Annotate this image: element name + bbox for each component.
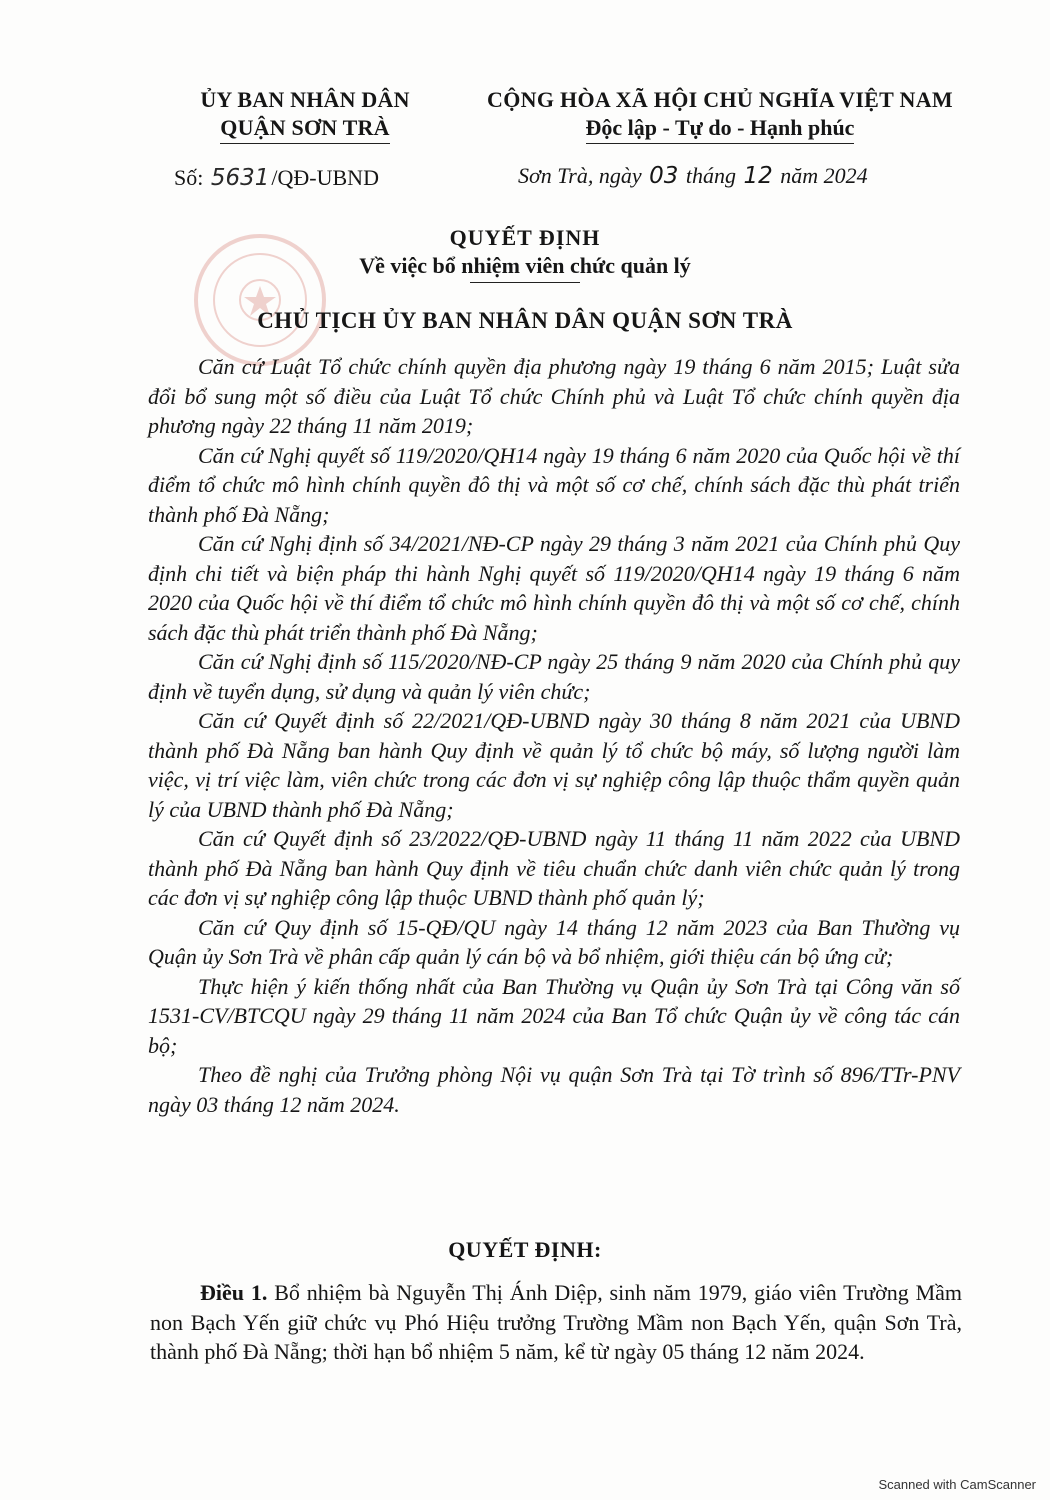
article-1-label: Điều 1. (200, 1280, 268, 1305)
issuing-agency (140, 86, 470, 144)
year-text: năm 2024 (780, 163, 868, 188)
doc-number-suffix: /QĐ-UBND (271, 165, 379, 190)
article-1-text: Bổ nhiệm bà Nguyễn Thị Ánh Diệp, sinh năm 1979, giáo viên Trường Mầm non Bạch Yến giữ chức vụ Phó Hiệu trưởng Trường Mầm non Bạch Yến, quận Sơn Trà, thành phố Đà Nẵng; thời hạn bổ nhiệm 5 năm, kể từ ngày 05 tháng 12 năm 2024. (150, 1280, 963, 1364)
place-and-date (518, 162, 868, 190)
preamble-paragraph: Theo đề nghị của Trưởng phòng Nội vụ quận Sơn Trà tại Tờ trình số 896/TTr-PNV ngày 03 tháng 12 năm 2024. (148, 1062, 960, 1117)
national-motto: Độc lập - Tự do - Hạnh phúc (586, 114, 855, 144)
preamble-paragraph: Căn cứ Quyết định số 22/2021/QĐ-UBND ngày 30 tháng 8 năm 2021 của UBND thành phố Đà Nẵng ban hành Quy định về quản lý tổ chức bộ máy, số lượng người làm việc, vị trí việc làm, viên chức trong các đơn vị sự nghiệp công lập thuộc thẩm quyền quản lý của UBND thành phố Đà Nẵng; (148, 708, 960, 822)
date-month-handwritten: 12 (743, 163, 773, 189)
preamble-paragraph: Căn cứ Quy định số 15-QĐ/QU ngày 14 tháng 12 năm 2023 của Ban Thường vụ Quận ủy Sơn Trà về phân cấp quản lý cán bộ và bổ nhiệm, giới thiệu cán bộ ứng cử; (148, 914, 960, 969)
doc-number-prefix: Số: (174, 165, 204, 190)
preamble-paragraph: Căn cứ Luật Tổ chức chính quyền địa phương ngày 19 tháng 6 năm 2015; Luật sửa đổi bổ sung một số điều của Luật Tổ chức Chính phủ và Luật Tổ chức chính quyền địa phương ngày 22 tháng 11 năm 2019; (148, 354, 960, 438)
scanner-watermark: Scanned with CamScanner (878, 1477, 1036, 1492)
issuing-authority: CHỦ TỊCH ỦY BAN NHÂN DÂN QUẬN SƠN TRÀ (257, 308, 793, 333)
preamble-paragraph: Căn cứ Nghị quyết số 119/2020/QH14 ngày 19 tháng 6 năm 2020 của Quốc hội về thí điểm tổ chức mô hình chính quyền đô thị và một số cơ chế, chính sách đặc thù phát triển thành phố Đà Nẵng; (148, 442, 960, 527)
document-title-block (0, 224, 1050, 283)
doc-number-handwritten: 5631 (210, 165, 270, 191)
month-label: tháng (685, 163, 736, 188)
document-number (174, 164, 379, 192)
preamble-paragraph: Thực hiện ý kiến thống nhất của Ban Thường vụ Quận ủy Sơn Trà tại Công văn số 1531-CV/BTCQU ngày 29 tháng 11 năm 2024 của Ban Tổ chức Quận ủy về công tác cán bộ; (148, 973, 960, 1058)
preamble-paragraph: Căn cứ Nghị định số 115/2020/NĐ-CP ngày 25 tháng 9 năm 2020 của Chính phủ quy định về tuyển dụng, sử dụng và quản lý viên chức; (148, 649, 960, 704)
article-1 (150, 1278, 962, 1367)
agency-name-line2: QUẬN SƠN TRÀ (220, 114, 389, 144)
national-title (440, 86, 1000, 144)
decision-heading: QUYẾT ĐỊNH: (448, 1237, 602, 1262)
document-subject: Về việc bổ nhiệm viên chức quản lý (359, 253, 691, 278)
subject-underline (470, 282, 580, 283)
nation-name: CỘNG HÒA XÃ HỘI CHỦ NGHĨA VIỆT NAM (487, 87, 953, 112)
place-prefix: Sơn Trà, ngày (518, 163, 642, 188)
preamble-paragraph: Căn cứ Nghị định số 34/2021/NĐ-CP ngày 29 tháng 3 năm 2021 của Chính phủ Quy định chi tiết và biện pháp thi hành Nghị quyết số 119/2020/QH14 ngày 19 tháng 6 năm 2020 của Quốc hội về thí điểm tổ chức mô hình chính quyền đô thị và một số cơ chế, chính sách đặc thù phát triển thành phố Đà Nẵng; (148, 531, 960, 645)
preamble (148, 352, 960, 1119)
document-title: QUYẾT ĐỊNH (449, 225, 601, 250)
agency-name-line1: ỦY BAN NHÂN DÂN (200, 87, 410, 112)
date-day-handwritten: 03 (649, 163, 679, 189)
preamble-paragraph: Căn cứ Quyết định số 23/2022/QĐ-UBND ngày 11 tháng 11 năm 2022 của UBND thành phố Đà Nẵng ban hành Quy định về tiêu chuẩn chức danh viên chức quản lý trong các đơn vị sự nghiệp công lập thuộc UBND thành phố quản lý; (148, 826, 960, 910)
